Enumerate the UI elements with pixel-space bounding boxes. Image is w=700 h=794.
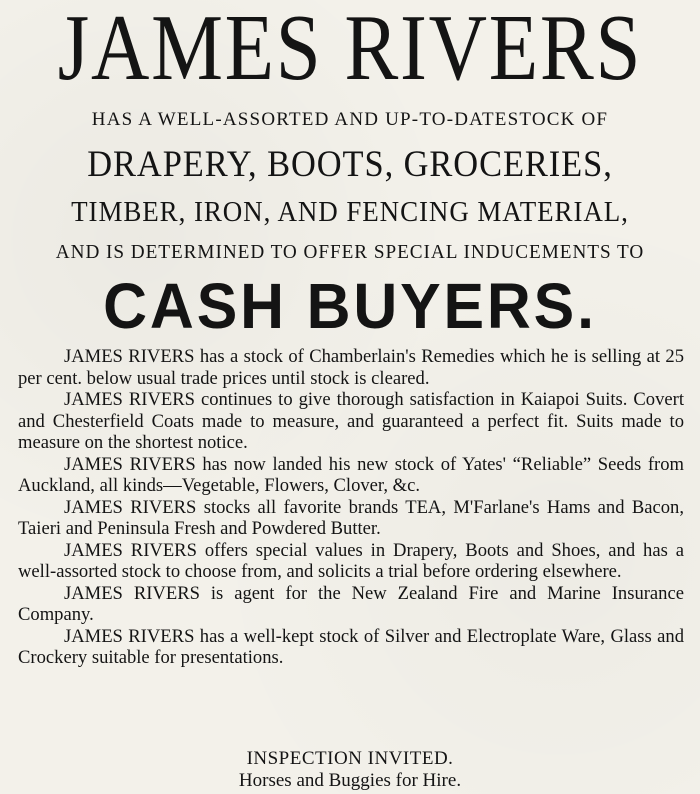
advertisement-body [18,346,684,669]
paragraph-suits: JAMES RIVERS continues to give thorough satisfaction in Kaiapoi Suits. Covert and Chesterfield Coats made to measure, and guaranteed a perfect fit. Suits made to measure on the shortest notice. [18,389,684,453]
stock-intro-line: HAS A WELL-ASSORTED AND UP-TO-DATESTOCK OF [91,109,609,130]
offer-line: AND IS DETERMINED TO OFFER SPECIAL INDUCEMENTS TO [55,241,645,263]
goods-line-timber: TIMBER, IRON, AND FENCING MATERIAL, [71,196,629,228]
horses-buggies-line: Horses and Buggies for Hire. [238,770,462,791]
goods-line-drapery: DRAPERY, BOOTS, GROCERIES, [87,144,613,185]
paragraph-remedies: JAMES RIVERS has a stock of Chamberlain's Remedies which he is selling at 25 per cent. below usual trade prices until stock is cleared. [18,346,684,389]
cash-buyers-headline: CASH BUYERS. [103,270,597,342]
advertiser-name: JAMES RIVERS [57,0,643,100]
paragraph-drapery: JAMES RIVERS offers special values in Drapery, Boots and Shoes, and has a well-assorted stock to choose from, and solicits a trial before ordering elsewhere. [18,539,684,582]
paragraph-tea: JAMES RIVERS stocks all favorite brands TEA, M'Farlane's Hams and Bacon, Taieri and Peninsula Fresh and Powdered Butter. [18,496,684,539]
paragraph-insurance: JAMES RIVERS is agent for the New Zealand Fire and Marine Insurance Company. [18,582,684,625]
paragraph-seeds: JAMES RIVERS has now landed his new stock of Yates' “Reliable” Seeds from Auckland, all kinds—Vegetable, Flowers, Clover, &c. [18,453,684,496]
paragraph-silverware: JAMES RIVERS has a well-kept stock of Silver and Electroplate Ware, Glass and Crockery suitable for presentations. [18,625,684,668]
inspection-invited: INSPECTION INVITED. [246,748,454,769]
